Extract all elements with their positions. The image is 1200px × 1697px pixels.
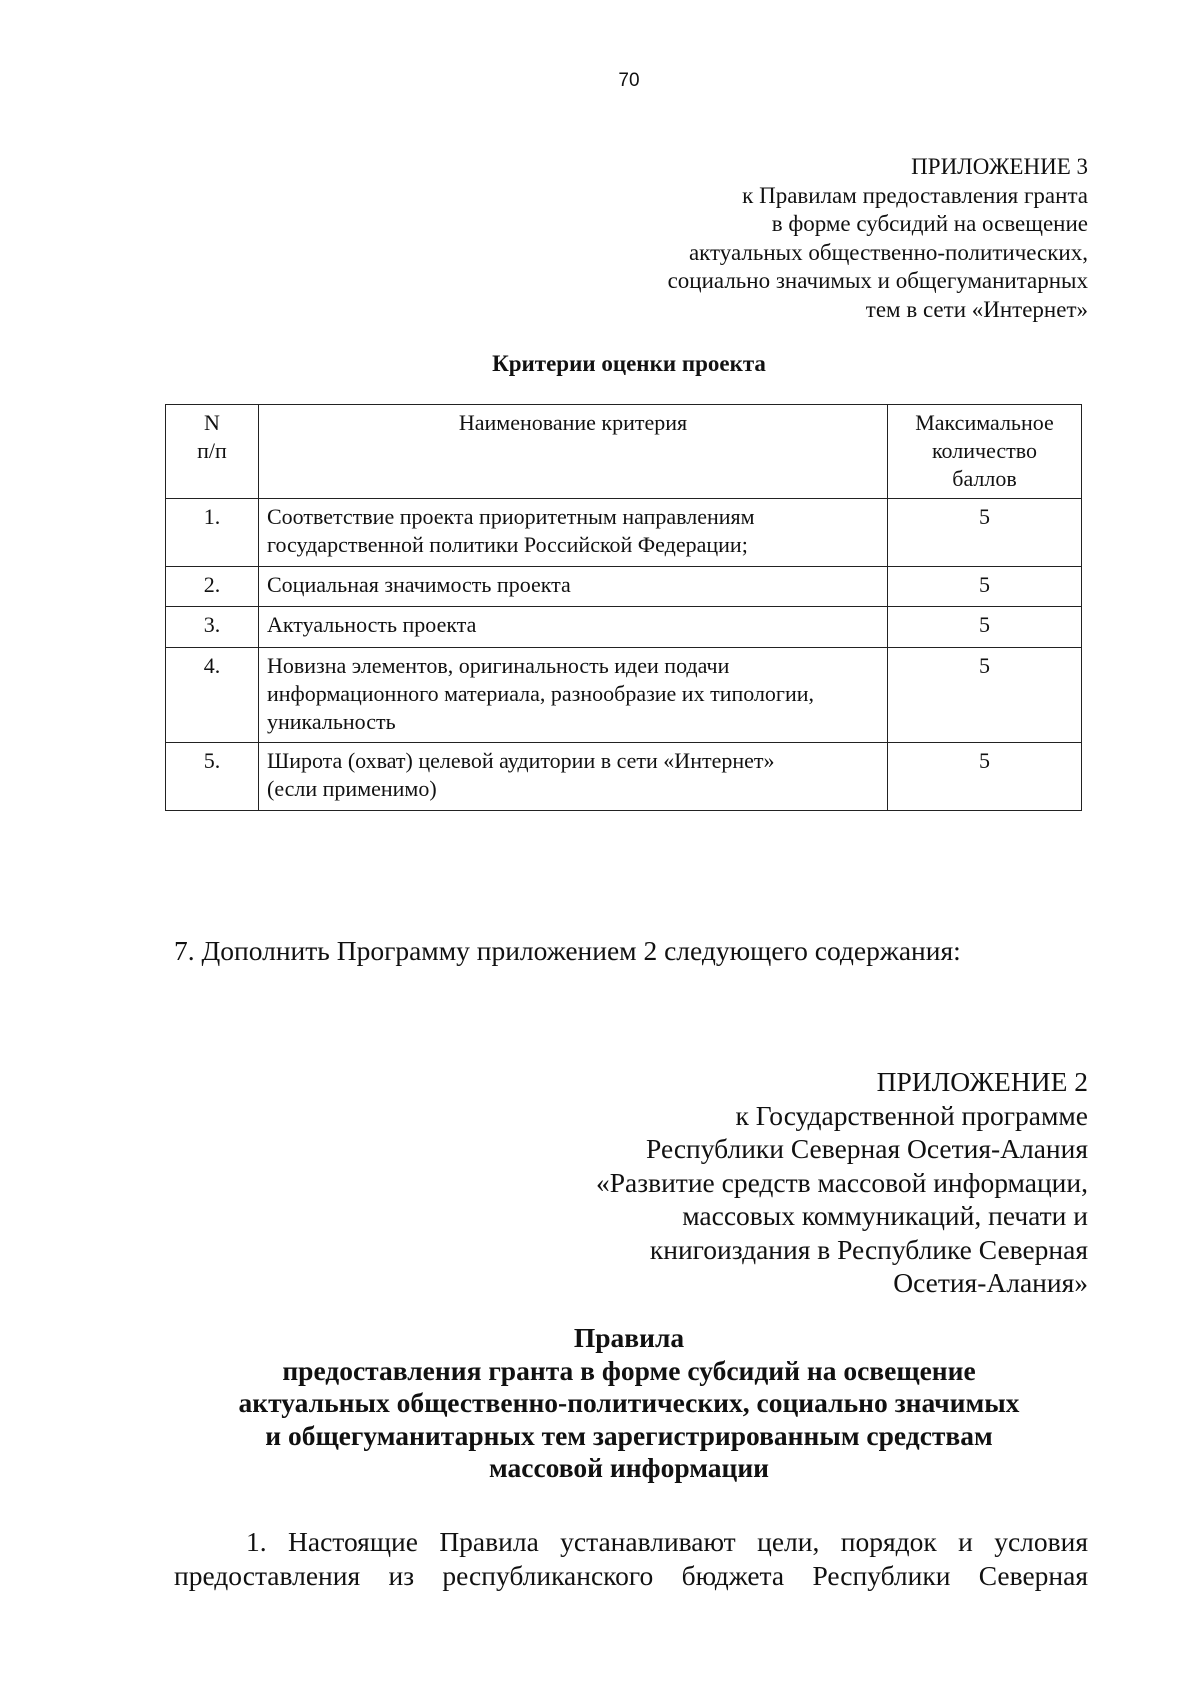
- rules-title: [0, 1322, 1200, 1485]
- appendix-3-line: тем в сети «Интернет»: [865, 296, 1088, 322]
- row-number: 2.: [166, 567, 259, 607]
- header-number-line: п/п: [197, 438, 227, 463]
- header-max-line: количество: [931, 438, 1038, 463]
- appendix-2-line: «Развитие средств массовой информации,: [595, 1166, 1088, 1198]
- table-row: [166, 567, 1082, 607]
- appendix-3-line: актуальных общественно-политических,: [688, 239, 1088, 265]
- rules-title-line: актуальных общественно-политических, социально значимых: [238, 1387, 1020, 1418]
- criterion-line: Широта (охват) целевой аудитории в сети «Интернет»: [267, 748, 775, 773]
- row-max-points: 5: [888, 743, 1082, 811]
- appendix-2-line: Осетия-Алания»: [893, 1267, 1088, 1298]
- table-row: [166, 607, 1082, 648]
- rules-title-line: Правила: [573, 1322, 685, 1353]
- criterion-line: Социальная значимость проекта: [267, 572, 571, 597]
- row-max-points: 5: [888, 648, 1082, 743]
- header-max-line: Максимальное: [915, 410, 1054, 435]
- criterion-line: (если применимо): [267, 776, 437, 801]
- table-row: [166, 743, 1082, 811]
- header-max-points: [888, 405, 1082, 499]
- criteria-table: [165, 404, 1082, 811]
- row-number: 4.: [166, 648, 259, 743]
- criterion-line: информационного материала, разнообразие их типологии,: [267, 681, 815, 706]
- row-number: 1.: [166, 499, 259, 567]
- appendix-3-line: социально значимых и общегуманитарных: [667, 268, 1088, 293]
- criteria-title: Критерии оценки проекта: [492, 351, 766, 376]
- appendix-2-line: массовых коммуникаций, печати и: [682, 1200, 1088, 1231]
- header-criterion-name: Наименование критерия: [259, 405, 888, 499]
- row-criterion: [259, 648, 888, 743]
- row-criterion: [259, 567, 888, 607]
- appendix-3-line: к Правилам предоставления гранта: [742, 182, 1088, 208]
- table-header-row: [166, 405, 1082, 499]
- paragraph-7: 7. Дополнить Программу приложением 2 следующего содержания:: [174, 935, 961, 966]
- appendix-3-line: в форме субсидий на освещение: [771, 211, 1088, 236]
- header-number-line: N: [204, 410, 220, 435]
- row-max-points: 5: [888, 567, 1082, 607]
- appendix-2-line: ПРИЛОЖЕНИЕ 2: [876, 1066, 1088, 1097]
- rules-title-line: массовой информации: [488, 1452, 770, 1483]
- table-row: [166, 648, 1082, 743]
- appendix-2-line: к Государственной программе: [735, 1099, 1088, 1131]
- appendix-2-line: книгоиздания в Республике Северная: [649, 1233, 1088, 1265]
- criterion-line: уникальность: [267, 709, 396, 734]
- table-row: [166, 499, 1082, 567]
- criterion-line: Соответствие проекта приоритетным направлениям: [267, 504, 755, 529]
- rules-title-line: предоставления гранта в форме субсидий на освещение: [282, 1354, 976, 1386]
- row-max-points: 5: [888, 499, 1082, 567]
- appendix-2-line: Республики Северная Осетия-Алания: [646, 1133, 1088, 1164]
- row-number: 3.: [166, 607, 259, 648]
- criterion-line: Актуальность проекта: [267, 612, 477, 637]
- row-criterion: [259, 499, 888, 567]
- header-number: [166, 405, 259, 499]
- appendix-2-header: [596, 1065, 1088, 1300]
- row-number: 5.: [166, 743, 259, 811]
- page-number: 70: [618, 70, 640, 91]
- row-criterion: [259, 607, 888, 648]
- row-max-points: 5: [888, 607, 1082, 648]
- appendix-3-header: [668, 153, 1088, 324]
- rules-paragraph-1: 1. Настоящие Правила устанавливают цели, порядок и условия предоставления из республиканского бюджета Республики Северная: [174, 1526, 1088, 1591]
- criterion-line: государственной политики Российской Федерации;: [267, 532, 748, 557]
- header-max-line: баллов: [952, 466, 1017, 491]
- appendix-3-line: ПРИЛОЖЕНИЕ 3: [911, 154, 1088, 179]
- row-criterion: [259, 743, 888, 811]
- criterion-line: Новизна элементов, оригинальность идеи подачи: [267, 653, 730, 678]
- rules-title-line: и общегуманитарных тем зарегистрированным средствам: [265, 1419, 993, 1451]
